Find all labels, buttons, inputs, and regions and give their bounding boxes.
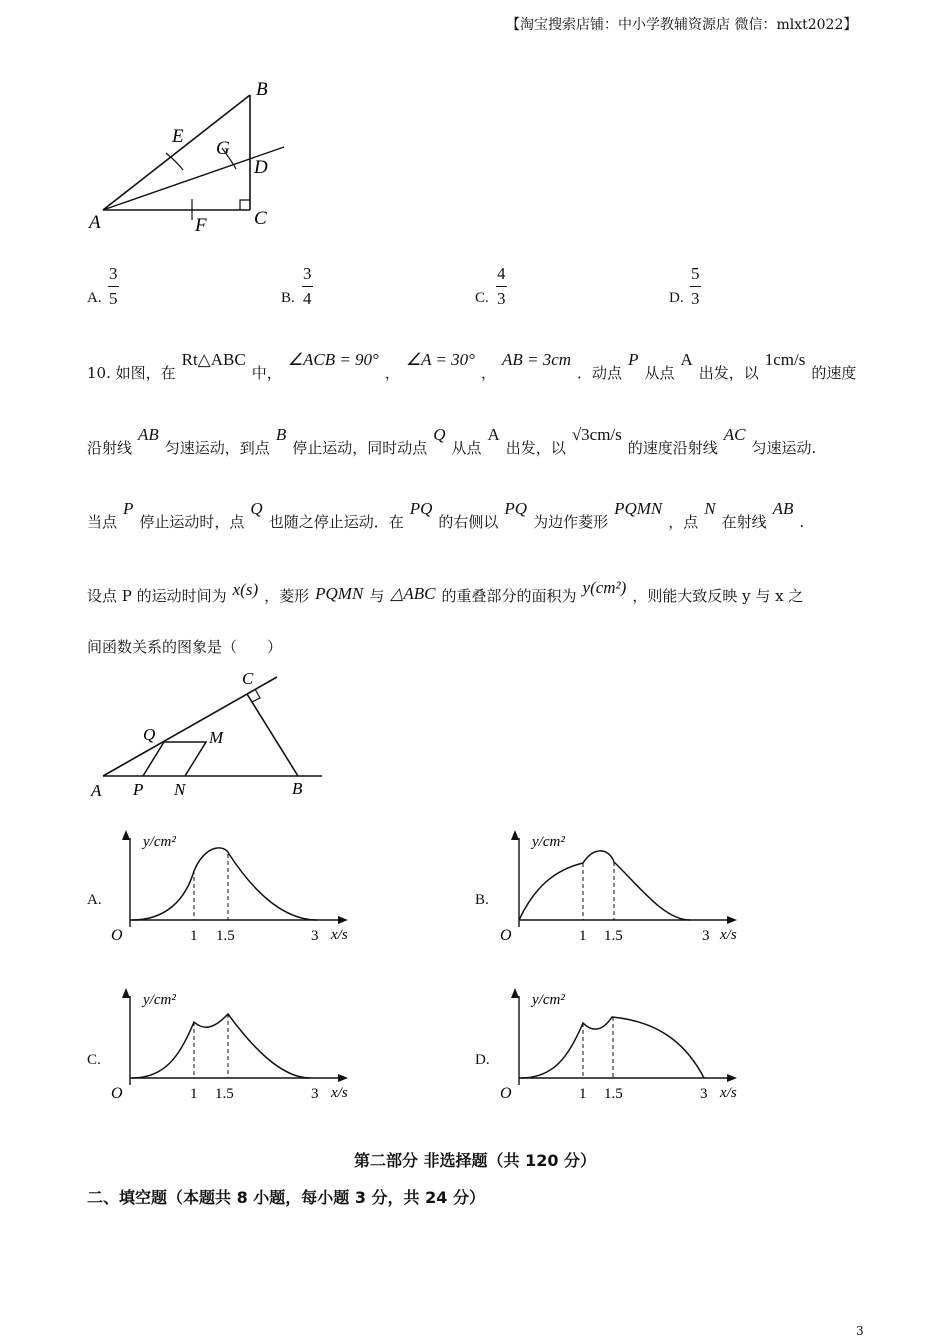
x-axis-label: x/s (720, 1085, 737, 1101)
tick-1: 1 (579, 928, 587, 944)
tick-3: 3 (700, 1086, 708, 1102)
figure-rhombus-pqmn (85, 665, 335, 805)
graph-c (105, 984, 365, 1109)
label-b: B (256, 79, 268, 100)
tick-3: 3 (311, 928, 319, 944)
y-axis-label: y/cm² (532, 834, 565, 850)
label-n: N (174, 780, 186, 799)
tick-1: 1 (190, 928, 198, 944)
tick-1-5: 1.5 (604, 928, 623, 944)
label-c: C (254, 208, 267, 229)
origin-label: O (500, 1085, 512, 1102)
label-a: A (91, 781, 102, 800)
option-b-letter: B. (281, 290, 295, 306)
option-d-letter: D. (669, 290, 684, 306)
graph-d-letter: D. (475, 1052, 490, 1068)
option-c-letter: C. (475, 290, 489, 306)
tick-3: 3 (702, 928, 710, 944)
tick-1-5: 1.5 (604, 1086, 623, 1102)
q10-line-5: 间函数关系的图象是（ ） (87, 638, 283, 656)
graph-a (105, 826, 365, 951)
section-heading-fill-in: 二、填空题（本题共 8 小题，每小题 3 分，共 24 分） (87, 1188, 485, 1207)
label-m: M (209, 728, 224, 747)
origin-label: O (500, 927, 512, 944)
label-c: C (242, 669, 254, 688)
tick-3: 3 (311, 1086, 319, 1102)
label-b: B (292, 779, 303, 798)
y-axis-label: y/cm² (143, 992, 176, 1008)
label-e: E (172, 126, 184, 147)
q10-line-3: 当点P停止运动时，点Q也随之停止运动．在PQ的右侧以PQ为边作菱形PQMN，点N在射线AB. (87, 499, 805, 531)
graph-a-letter: A. (87, 892, 102, 908)
graph-b (494, 826, 754, 951)
q10-line-4: 设点 P 的运动时间为 x(s) ，菱形 PQMN 与 △ABC 的重叠部分的面积为 y(cm²) ，则能大致反映 y 与 x 之 (87, 578, 804, 605)
graph-c-letter: C. (87, 1052, 101, 1068)
origin-label: O (111, 927, 123, 944)
option-c-fraction: $\frac{4}{3}$ (497, 264, 506, 308)
y-axis-label: y/cm² (532, 992, 565, 1008)
graph-d (494, 984, 754, 1109)
label-a: A (89, 212, 101, 233)
label-d: D (254, 157, 268, 178)
tick-1: 1 (579, 1086, 587, 1102)
q10-line-1: 10. 如图，在Rt△ABC中，∠ACB = 90°，∠A = 30°，AB = 3cm．动点P从点A出发，以1cm/s的速度 (87, 350, 857, 382)
y-axis-label: y/cm² (143, 834, 176, 850)
graph-b-letter: B. (475, 892, 489, 908)
option-a-fraction: $\frac{3}{5}$ (109, 264, 118, 308)
section-title: 第二部分 非选择题（共 120 分） (353, 1151, 597, 1170)
q10-line-2: 沿射线AB匀速运动，到点B停止运动，同时动点Q从点A出发，以√3cm/s的速度沿射线AC匀速运动. (87, 425, 817, 457)
origin-label: O (111, 1085, 123, 1102)
label-g: G (216, 138, 230, 159)
label-p: P (133, 780, 144, 799)
option-b-fraction: $\frac{3}{4}$ (303, 264, 312, 308)
x-axis-label: x/s (720, 927, 737, 943)
x-axis-label: x/s (331, 927, 348, 943)
tick-1: 1 (190, 1086, 198, 1102)
tick-1-5: 1.5 (216, 928, 235, 944)
figure-triangle-abc (80, 70, 300, 240)
option-d-fraction: $\frac{5}{3}$ (691, 264, 700, 308)
page-number: 3 (856, 1324, 864, 1338)
option-a-letter: A. (87, 290, 102, 306)
label-f: F (195, 215, 207, 236)
page-header: 【淘宝搜索店铺：中小学教辅资源店 微信：mlxt2022】 (506, 17, 858, 33)
x-axis-label: x/s (331, 1085, 348, 1101)
label-q: Q (143, 725, 156, 744)
tick-1-5: 1.5 (215, 1086, 234, 1102)
